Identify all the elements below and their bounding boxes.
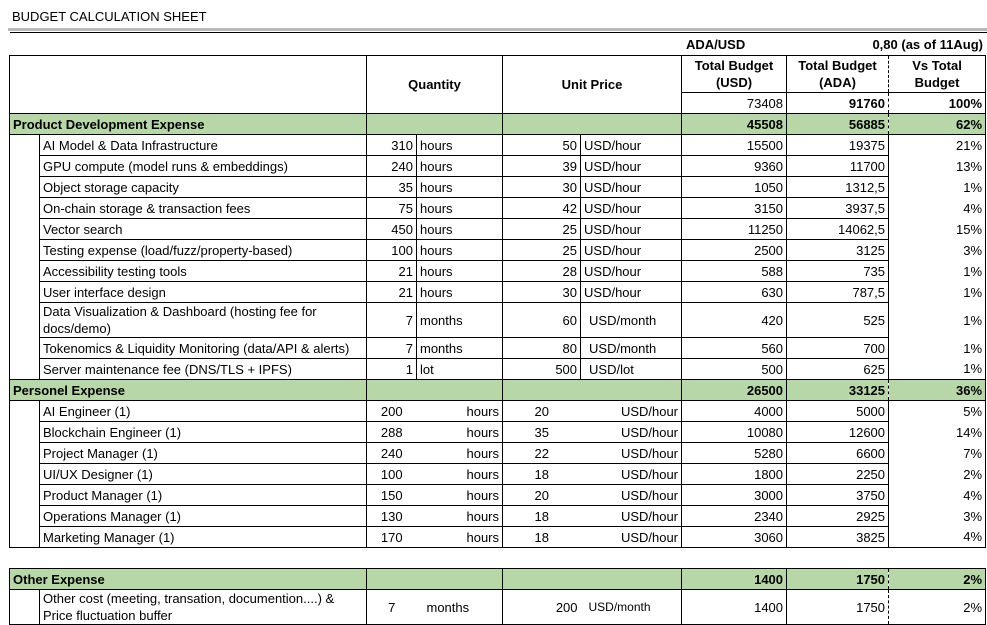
price-unit: USD/month xyxy=(581,303,682,338)
row-total-usd: 1050 xyxy=(682,177,787,198)
section-total-ada: 33125 xyxy=(787,380,889,401)
row-total-ada: 787,5 xyxy=(787,282,889,303)
qty-unit: hours xyxy=(417,261,503,282)
item-name: Vector search xyxy=(40,219,367,240)
table-row xyxy=(10,219,986,240)
row-pct: 13% xyxy=(889,156,986,177)
row-total-usd: 1800 xyxy=(682,464,787,485)
price-value: 200 xyxy=(503,590,581,625)
grand-total-usd: 73408 xyxy=(682,93,787,114)
section-pct: 36% xyxy=(889,380,986,401)
qty-unit: hours xyxy=(417,443,503,464)
price-unit: USD/hour xyxy=(581,282,682,303)
row-total-usd: 10080 xyxy=(682,422,787,443)
qty-value: 450 xyxy=(367,219,417,240)
item-name: User interface design xyxy=(40,282,367,303)
row-total-usd: 500 xyxy=(682,359,787,380)
indent-cell xyxy=(10,219,40,240)
section-name: Product Development Expense xyxy=(10,114,367,135)
table-row xyxy=(10,506,986,527)
price-unit: USD/hour xyxy=(581,464,682,485)
price-value: 500 xyxy=(503,359,581,380)
table-row xyxy=(10,282,986,303)
indent-cell xyxy=(10,282,40,303)
item-name: On-chain storage & transaction fees xyxy=(40,198,367,219)
row-pct: 7% xyxy=(889,443,986,464)
qty-unit: hours xyxy=(417,422,503,443)
price-unit: USD/hour xyxy=(581,219,682,240)
row-total-usd: 2500 xyxy=(682,240,787,261)
sheet-title: BUDGET CALCULATION SHEET xyxy=(12,9,207,24)
item-name: Accessibility testing tools xyxy=(40,261,367,282)
row-total-ada: 6600 xyxy=(787,443,889,464)
indent-cell xyxy=(10,177,40,198)
row-total-ada: 700 xyxy=(787,338,889,359)
qty-unit: hours xyxy=(417,282,503,303)
price-unit: USD/hour xyxy=(581,401,682,422)
price-unit: USD/hour xyxy=(581,443,682,464)
budget-table xyxy=(9,55,986,625)
row-total-usd: 9360 xyxy=(682,156,787,177)
section-total-usd: 45508 xyxy=(682,114,787,135)
price-value: 30 xyxy=(503,282,581,303)
row-pct: 2% xyxy=(889,590,986,625)
qty-value: 170 xyxy=(367,527,417,548)
item-name: Data Visualization & Dashboard (hosting fee for docs/demo) xyxy=(40,303,367,338)
row-total-ada: 3750 xyxy=(787,485,889,506)
section-price-blank xyxy=(503,380,682,401)
row-pct: 1% xyxy=(889,177,986,198)
header-blank xyxy=(10,56,367,114)
price-value: 39 xyxy=(503,156,581,177)
qty-unit: months xyxy=(417,303,503,338)
section-price-blank xyxy=(503,569,682,590)
row-total-usd: 5280 xyxy=(682,443,787,464)
qty-unit: hours xyxy=(417,527,503,548)
qty-value: 1 xyxy=(367,359,417,380)
row-total-ada: 525 xyxy=(787,303,889,338)
row-pct: 1% xyxy=(889,282,986,303)
indent-cell xyxy=(10,464,40,485)
price-unit: USD/month xyxy=(581,338,682,359)
price-unit: USD/hour xyxy=(581,261,682,282)
qty-value: 21 xyxy=(367,282,417,303)
indent-cell xyxy=(10,198,40,219)
row-total-usd: 4000 xyxy=(682,401,787,422)
price-unit: USD/hour xyxy=(581,240,682,261)
row-total-usd: 3150 xyxy=(682,198,787,219)
indent-cell xyxy=(10,401,40,422)
price-unit: USD/hour xyxy=(581,527,682,548)
price-unit: USD/hour xyxy=(581,485,682,506)
price-unit: USD/lot xyxy=(581,359,682,380)
row-pct: 14% xyxy=(889,422,986,443)
item-name: Testing expense (load/fuzz/property-based) xyxy=(40,240,367,261)
row-total-usd: 588 xyxy=(682,261,787,282)
row-total-ada: 3825 xyxy=(787,527,889,548)
row-total-ada: 11700 xyxy=(787,156,889,177)
row-pct: 1% xyxy=(889,359,986,380)
row-pct: 2% xyxy=(889,464,986,485)
qty-value: 100 xyxy=(367,464,417,485)
grand-total-pct: 100% xyxy=(889,93,986,114)
table-row xyxy=(10,443,986,464)
grand-total-ada: 91760 xyxy=(787,93,889,114)
indent-cell xyxy=(10,506,40,527)
row-pct: 15% xyxy=(889,219,986,240)
table-row xyxy=(10,359,986,380)
title-underline xyxy=(10,32,987,33)
exchange-rate-label: ADA/USD xyxy=(686,37,746,52)
section-row xyxy=(10,569,986,590)
row-total-usd: 3060 xyxy=(682,527,787,548)
exchange-rate-note: (as of 11Aug) xyxy=(901,37,983,52)
indent-cell xyxy=(10,422,40,443)
qty-value: 7 xyxy=(367,303,417,338)
section-row xyxy=(10,380,986,401)
header-vs-total: Vs Total Budget xyxy=(889,56,986,93)
row-total-ada: 3937,5 xyxy=(787,198,889,219)
exchange-rate-number: 0,80 xyxy=(872,37,898,52)
price-unit: USD/hour xyxy=(581,177,682,198)
price-unit: USD/hour xyxy=(581,135,682,156)
row-total-ada: 625 xyxy=(787,359,889,380)
price-value: 42 xyxy=(503,198,581,219)
price-unit: USD/hour xyxy=(581,156,682,177)
price-value: 20 xyxy=(503,485,581,506)
price-value: 80 xyxy=(503,338,581,359)
row-total-ada: 1312,5 xyxy=(787,177,889,198)
row-total-usd: 630 xyxy=(682,282,787,303)
title-divider xyxy=(8,28,987,31)
qty-value: 7 xyxy=(367,338,417,359)
qty-value: 288 xyxy=(367,422,417,443)
qty-unit: months xyxy=(417,338,503,359)
item-name: AI Engineer (1) xyxy=(40,401,367,422)
item-name: Marketing Manager (1) xyxy=(40,527,367,548)
header-total-usd: Total Budget (USD) xyxy=(682,56,787,93)
section-price-blank xyxy=(503,114,682,135)
price-value: 28 xyxy=(503,261,581,282)
qty-value: 7 xyxy=(367,590,417,625)
row-pct: 1% xyxy=(889,303,986,338)
price-unit: USD/hour xyxy=(581,422,682,443)
row-total-ada: 2925 xyxy=(787,506,889,527)
table-row xyxy=(10,590,986,625)
qty-unit: hours xyxy=(417,240,503,261)
price-value: 60 xyxy=(503,303,581,338)
table-row xyxy=(10,156,986,177)
qty-value: 35 xyxy=(367,177,417,198)
indent-cell xyxy=(10,338,40,359)
qty-unit: hours xyxy=(417,177,503,198)
table-row xyxy=(10,240,986,261)
qty-unit: hours xyxy=(417,135,503,156)
qty-unit: hours xyxy=(417,219,503,240)
item-name: Blockchain Engineer (1) xyxy=(40,422,367,443)
header-quantity: Quantity xyxy=(367,56,503,114)
section-qty-blank xyxy=(367,380,503,401)
qty-value: 75 xyxy=(367,198,417,219)
header-row xyxy=(10,56,986,93)
section-pct: 2% xyxy=(889,569,986,590)
qty-unit: hours xyxy=(417,401,503,422)
row-total-ada: 19375 xyxy=(787,135,889,156)
row-total-usd: 1400 xyxy=(682,590,787,625)
table-row xyxy=(10,527,986,548)
indent-cell xyxy=(10,590,40,625)
table-row xyxy=(10,198,986,219)
qty-value: 100 xyxy=(367,240,417,261)
row-total-usd: 3000 xyxy=(682,485,787,506)
indent-cell xyxy=(10,443,40,464)
item-name: Product Manager (1) xyxy=(40,485,367,506)
price-value: 18 xyxy=(503,527,581,548)
section-gap xyxy=(10,548,986,569)
section-row xyxy=(10,114,986,135)
price-value: 25 xyxy=(503,240,581,261)
qty-unit: hours xyxy=(417,156,503,177)
qty-unit: hours xyxy=(417,198,503,219)
row-pct: 1% xyxy=(889,338,986,359)
price-unit: USD/hour xyxy=(581,198,682,219)
section-name: Other Expense xyxy=(10,569,367,590)
header-total-ada: Total Budget (ADA) xyxy=(787,56,889,93)
qty-unit: months xyxy=(417,590,503,625)
item-name: Server maintenance fee (DNS/TLS + IPFS) xyxy=(40,359,367,380)
section-total-usd: 1400 xyxy=(682,569,787,590)
qty-value: 310 xyxy=(367,135,417,156)
row-total-usd: 420 xyxy=(682,303,787,338)
qty-value: 200 xyxy=(367,401,417,422)
row-pct: 21% xyxy=(889,135,986,156)
item-name: Operations Manager (1) xyxy=(40,506,367,527)
qty-unit: lot xyxy=(417,359,503,380)
row-pct: 3% xyxy=(889,506,986,527)
item-name: AI Model & Data Infrastructure xyxy=(40,135,367,156)
row-total-ada: 1750 xyxy=(787,590,889,625)
row-total-ada: 12600 xyxy=(787,422,889,443)
section-total-ada: 1750 xyxy=(787,569,889,590)
row-total-usd: 11250 xyxy=(682,219,787,240)
section-pct: 62% xyxy=(889,114,986,135)
table-row xyxy=(10,464,986,485)
price-value: 22 xyxy=(503,443,581,464)
qty-value: 150 xyxy=(367,485,417,506)
indent-cell xyxy=(10,303,40,338)
price-value: 18 xyxy=(503,464,581,485)
section-qty-blank xyxy=(367,114,503,135)
indent-cell xyxy=(10,527,40,548)
item-name: Project Manager (1) xyxy=(40,443,367,464)
qty-unit: hours xyxy=(417,485,503,506)
row-total-ada: 3125 xyxy=(787,240,889,261)
table-row xyxy=(10,261,986,282)
section-total-ada: 56885 xyxy=(787,114,889,135)
item-name: Tokenomics & Liquidity Monitoring (data/API & alerts) xyxy=(40,338,367,359)
row-total-ada: 735 xyxy=(787,261,889,282)
price-unit: USD/month xyxy=(581,590,682,625)
item-name: Object storage capacity xyxy=(40,177,367,198)
indent-cell xyxy=(10,156,40,177)
indent-cell xyxy=(10,485,40,506)
qty-value: 21 xyxy=(367,261,417,282)
price-value: 50 xyxy=(503,135,581,156)
qty-value: 240 xyxy=(367,156,417,177)
row-total-ada: 14062,5 xyxy=(787,219,889,240)
price-value: 25 xyxy=(503,219,581,240)
row-pct: 3% xyxy=(889,240,986,261)
row-pct: 4% xyxy=(889,527,986,548)
exchange-rate-value xyxy=(872,37,983,52)
price-value: 18 xyxy=(503,506,581,527)
qty-value: 130 xyxy=(367,506,417,527)
row-pct: 5% xyxy=(889,401,986,422)
price-unit: USD/hour xyxy=(581,506,682,527)
table-row xyxy=(10,422,986,443)
qty-unit: hours xyxy=(417,506,503,527)
item-name: GPU compute (model runs & embeddings) xyxy=(40,156,367,177)
indent-cell xyxy=(10,240,40,261)
price-value: 30 xyxy=(503,177,581,198)
qty-unit: hours xyxy=(417,464,503,485)
row-total-ada: 5000 xyxy=(787,401,889,422)
price-value: 20 xyxy=(503,401,581,422)
gap-cell xyxy=(10,548,986,569)
indent-cell xyxy=(10,135,40,156)
section-total-usd: 26500 xyxy=(682,380,787,401)
item-name: UI/UX Designer (1) xyxy=(40,464,367,485)
table-row xyxy=(10,177,986,198)
header-unit-price: Unit Price xyxy=(503,56,682,114)
indent-cell xyxy=(10,359,40,380)
table-row xyxy=(10,401,986,422)
row-total-usd: 15500 xyxy=(682,135,787,156)
table-row xyxy=(10,135,986,156)
section-name: Personel Expense xyxy=(10,380,367,401)
price-value: 35 xyxy=(503,422,581,443)
item-name: Other cost (meeting, transation, documention....) & Price fluctuation buffer xyxy=(40,590,367,625)
section-qty-blank xyxy=(367,569,503,590)
table-row xyxy=(10,338,986,359)
row-pct: 4% xyxy=(889,485,986,506)
row-pct: 1% xyxy=(889,261,986,282)
row-total-ada: 2250 xyxy=(787,464,889,485)
qty-value: 240 xyxy=(367,443,417,464)
row-total-usd: 2340 xyxy=(682,506,787,527)
table-row xyxy=(10,303,986,338)
row-pct: 4% xyxy=(889,198,986,219)
indent-cell xyxy=(10,261,40,282)
row-total-usd: 560 xyxy=(682,338,787,359)
table-row xyxy=(10,485,986,506)
